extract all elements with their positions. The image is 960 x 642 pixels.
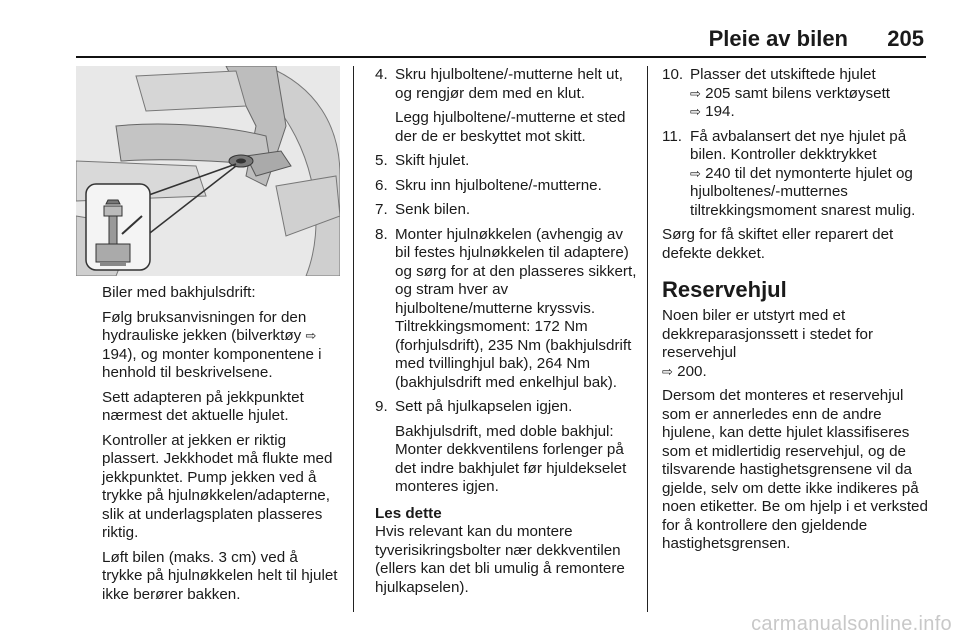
note-title: Les dette [375, 504, 442, 522]
list-item: 4. Skru hjulboltene/-mutterne helt ut, og rengjør dem med en klut. [375, 66, 623, 102]
page-ref-arrow-icon: ⇨ [690, 85, 701, 101]
watermark: carmanualsonline.info [751, 613, 952, 635]
list-item: 7. Senk bilen. [375, 201, 471, 218]
page-ref-arrow-icon: ⇨ [690, 104, 701, 119]
list-item: 11. Få avbalansert det nye hjulet på bilen. Kontroller dekktrykket ⇨ 240 til det nymonterte hjulet og hjulboltenes/-mutternes tiltrekkingsmoment snarest mulig. [662, 127, 916, 219]
section-heading: Reservehjul [662, 277, 787, 302]
column-right [662, 66, 928, 560]
page-ref-arrow-icon: ⇨ [690, 165, 701, 181]
chapter-title: Pleie av bilen [708, 26, 848, 51]
page-number: 205 [887, 26, 924, 51]
list-item-continuation: Legg hjulboltene/-mutterne et sted der de er beskyttet mot skitt. [395, 109, 626, 145]
paragraph-rear-drive: Biler med bakhjulsdrift: [102, 284, 256, 301]
paragraph-spare-speed: Dersom det monteres et reservehjul som er annerledes enn de andre hjulene, kan dette hjulet klassifiseres som et midlertidig reservehjul, og de tilsvarende hastighetsgrensene vil da gjelde, selv om dette ikke indikeres på noen etiketter. Be om hjelp i et verksted for å kontrollere den gjeldende hastighetsgrensen. [662, 387, 928, 552]
paragraph-check-jack: Kontroller at jekken er riktig plassert. Jekkhodet må flukte med jekkpunktet. Pump jekken ved å trykke på hjulnøkkelen/adapterne, slik at underlagsplaten plasseres riktig. [102, 431, 333, 541]
header-rule [76, 56, 926, 58]
jack-diagram-svg [76, 66, 340, 276]
column-left [102, 284, 340, 610]
paragraph-repair: Sørg for få skiftet eller reparert det defekte dekket. [662, 226, 894, 262]
column-divider [647, 66, 648, 612]
jack-placement-illustration [76, 66, 340, 276]
list-item-continuation: Bakhjulsdrift, med doble bakhjul: Monter dekkventilens forlenger på det indre bakhjulet før hjuldekselet monteres igjen. [395, 422, 627, 495]
list-item: 10. Plasser det utskiftede hjulet ⇨ 205 samt bilens verktøysett ⇨ 194. [662, 66, 891, 120]
page-ref-link[interactable]: 194 [705, 103, 731, 120]
paragraph-lift-car: Løft bilen (maks. 3 cm) ved å trykke på hjulnøkkelen helt til hjulet ikke berører bakken. [102, 548, 338, 603]
list-item: 8. Monter hjulnøkkelen (avhengig av bil festes hjulnøkkelen til adaptere) og sørg for at den plasseres sikkert, og stram hver av hjulboltene/mutterne kryssvis. Tiltrekkingsmoment: 172 Nm (forhjulsdrift), 235 Nm (bakhjulsdrift med tvillinghjul bak), 264 Nm (bakhjulsdrift med enkelhjul bak). [375, 225, 637, 391]
list-item: 6. Skru inn hjulboltene/-mutterne. [375, 176, 602, 194]
page-ref-link[interactable]: 240 [705, 164, 731, 182]
page-ref-link[interactable]: 194 [102, 345, 128, 363]
list-item: 5. Skift hjulet. [375, 152, 470, 169]
paragraph-jack-instructions: Følg bruksanvisningen for den hydrauliske jekken (bilverktøy ⇨ 194), og monter komponentene i henhold til beskrivelsene. [102, 308, 322, 381]
page-ref-arrow-icon: ⇨ [662, 363, 673, 379]
page-ref-arrow-icon: ⇨ [305, 328, 317, 343]
page-ref-link[interactable]: 200 [677, 362, 703, 380]
column-divider [353, 66, 354, 612]
paragraph-spare-intro: Noen biler er utstyrt med et dekkreparasjonssett i stedet for reservehjul ⇨ 200. [662, 307, 874, 380]
page-ref-link[interactable]: 205 [705, 84, 731, 102]
column-middle [375, 66, 637, 603]
page-header [0, 0, 960, 58]
list-item: 9. Sett på hjulkapselen igjen. [375, 398, 573, 415]
paragraph-adapter: Sett adapteren på jekkpunktet nærmest det aktuelle hjulet. [102, 388, 304, 424]
note-text: Hvis relevant kan du montere tyverisikringsbolter nær dekkventilen (ellers kan det bli umulig å remontere hjulkapselen). [375, 523, 625, 596]
